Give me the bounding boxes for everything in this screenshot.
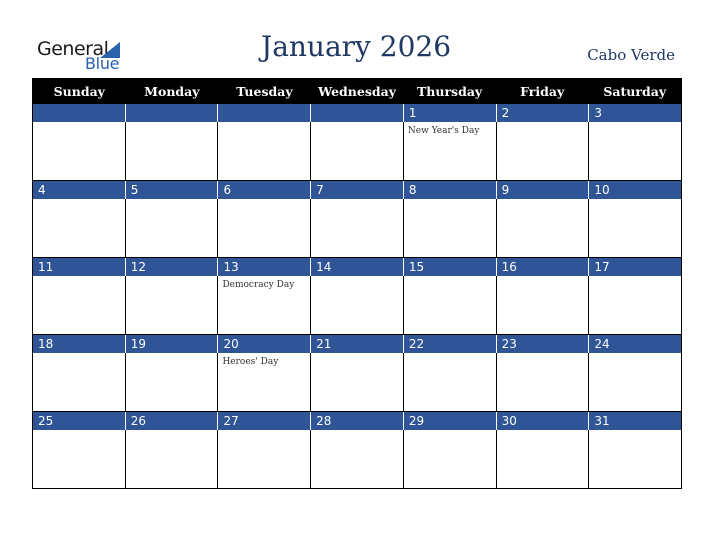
day-number-bar xyxy=(33,335,681,353)
weekday-thursday: Thursday xyxy=(416,84,483,99)
day-cell[interactable] xyxy=(310,430,403,488)
day-cell[interactable] xyxy=(125,430,218,488)
day-number: 4 xyxy=(38,183,46,197)
day-number: 3 xyxy=(588,104,681,122)
calendar-week xyxy=(33,335,681,412)
day-cell[interactable] xyxy=(496,353,589,411)
day-number-bar xyxy=(33,104,681,122)
day-number xyxy=(125,104,218,122)
calendar-week xyxy=(33,181,681,258)
day-number: 8 xyxy=(403,181,496,199)
day-number: 16 xyxy=(496,258,589,276)
day-number: 24 xyxy=(588,335,681,353)
day-cell[interactable] xyxy=(588,353,681,411)
day-number xyxy=(33,104,125,122)
weekday-tuesday: Tuesday xyxy=(236,84,293,99)
weeks-container xyxy=(33,104,681,489)
calendar-grid xyxy=(32,78,682,489)
day-number: 29 xyxy=(403,412,496,430)
day-cell[interactable] xyxy=(33,276,125,334)
day-number: 1 xyxy=(403,104,496,122)
day-cell[interactable] xyxy=(310,353,403,411)
calendar-week xyxy=(33,412,681,489)
day-number: 7 xyxy=(310,181,403,199)
day-number: 10 xyxy=(588,181,681,199)
day-number: 14 xyxy=(310,258,403,276)
day-cell[interactable] xyxy=(125,122,218,180)
day-number-bar xyxy=(33,412,681,430)
day-number: 31 xyxy=(588,412,681,430)
day-cell[interactable] xyxy=(217,353,310,411)
day-number xyxy=(310,104,403,122)
day-number-bar xyxy=(33,258,681,276)
day-cell[interactable] xyxy=(403,122,496,180)
day-number: 5 xyxy=(125,181,218,199)
day-body-row xyxy=(33,199,681,257)
day-cell[interactable] xyxy=(310,276,403,334)
day-number: 22 xyxy=(403,335,496,353)
weekday-wednesday: Wednesday xyxy=(318,84,396,99)
day-cell[interactable] xyxy=(217,122,310,180)
day-cell[interactable] xyxy=(310,122,403,180)
weekday-sunday: Sunday xyxy=(53,84,105,99)
calendar-week xyxy=(33,104,681,181)
day-cell[interactable] xyxy=(33,353,125,411)
day-body-row xyxy=(33,430,681,488)
day-number: 11 xyxy=(38,260,54,274)
day-number: 17 xyxy=(588,258,681,276)
day-number: 23 xyxy=(496,335,589,353)
day-cell[interactable] xyxy=(496,430,589,488)
day-number: 28 xyxy=(310,412,403,430)
day-cell[interactable] xyxy=(217,430,310,488)
day-number: 9 xyxy=(496,181,589,199)
day-number: 12 xyxy=(125,258,218,276)
day-cell[interactable] xyxy=(403,276,496,334)
logo-blue-text: Blue xyxy=(85,54,120,73)
day-cell[interactable] xyxy=(496,276,589,334)
weekday-header xyxy=(33,79,681,104)
day-body-row xyxy=(33,276,681,334)
day-number: 2 xyxy=(496,104,589,122)
holiday-label: Heroes' Day xyxy=(222,357,279,367)
day-cell[interactable] xyxy=(403,353,496,411)
day-number: 6 xyxy=(217,181,310,199)
day-cell[interactable] xyxy=(125,276,218,334)
day-number: 20 xyxy=(217,335,310,353)
day-cell[interactable] xyxy=(33,430,125,488)
weekday-monday: Monday xyxy=(144,84,200,99)
holiday-label: New Year's Day xyxy=(407,126,480,136)
day-cell[interactable] xyxy=(33,122,125,180)
day-cell[interactable] xyxy=(496,122,589,180)
day-cell[interactable] xyxy=(125,199,218,257)
weekday-friday: Friday xyxy=(520,84,565,99)
page-title: January 2026 xyxy=(260,30,452,63)
day-cell[interactable] xyxy=(217,199,310,257)
day-number: 13 xyxy=(217,258,310,276)
day-cell[interactable] xyxy=(403,430,496,488)
holiday-label: Democracy Day xyxy=(222,280,295,290)
day-cell[interactable] xyxy=(33,199,125,257)
day-number: 26 xyxy=(125,412,218,430)
day-body-row xyxy=(33,353,681,411)
day-number-bar xyxy=(33,181,681,199)
day-number: 18 xyxy=(38,337,54,351)
day-cell[interactable] xyxy=(496,199,589,257)
day-cell[interactable] xyxy=(217,276,310,334)
day-number: 25 xyxy=(38,414,54,428)
day-number: 19 xyxy=(125,335,218,353)
day-cell[interactable] xyxy=(588,122,681,180)
day-cell[interactable] xyxy=(125,353,218,411)
day-cell[interactable] xyxy=(403,199,496,257)
day-number: 21 xyxy=(310,335,403,353)
day-cell[interactable] xyxy=(588,276,681,334)
weekday-saturday: Saturday xyxy=(603,84,667,99)
day-number xyxy=(217,104,310,122)
logo-general-text: General xyxy=(37,38,109,60)
day-cell[interactable] xyxy=(588,199,681,257)
day-cell[interactable] xyxy=(310,199,403,257)
calendar-week xyxy=(33,258,681,335)
day-number: 30 xyxy=(496,412,589,430)
day-number: 27 xyxy=(217,412,310,430)
day-number: 15 xyxy=(403,258,496,276)
day-body-row xyxy=(33,122,681,180)
day-cell[interactable] xyxy=(588,430,681,488)
country-label: Cabo Verde xyxy=(587,46,675,64)
